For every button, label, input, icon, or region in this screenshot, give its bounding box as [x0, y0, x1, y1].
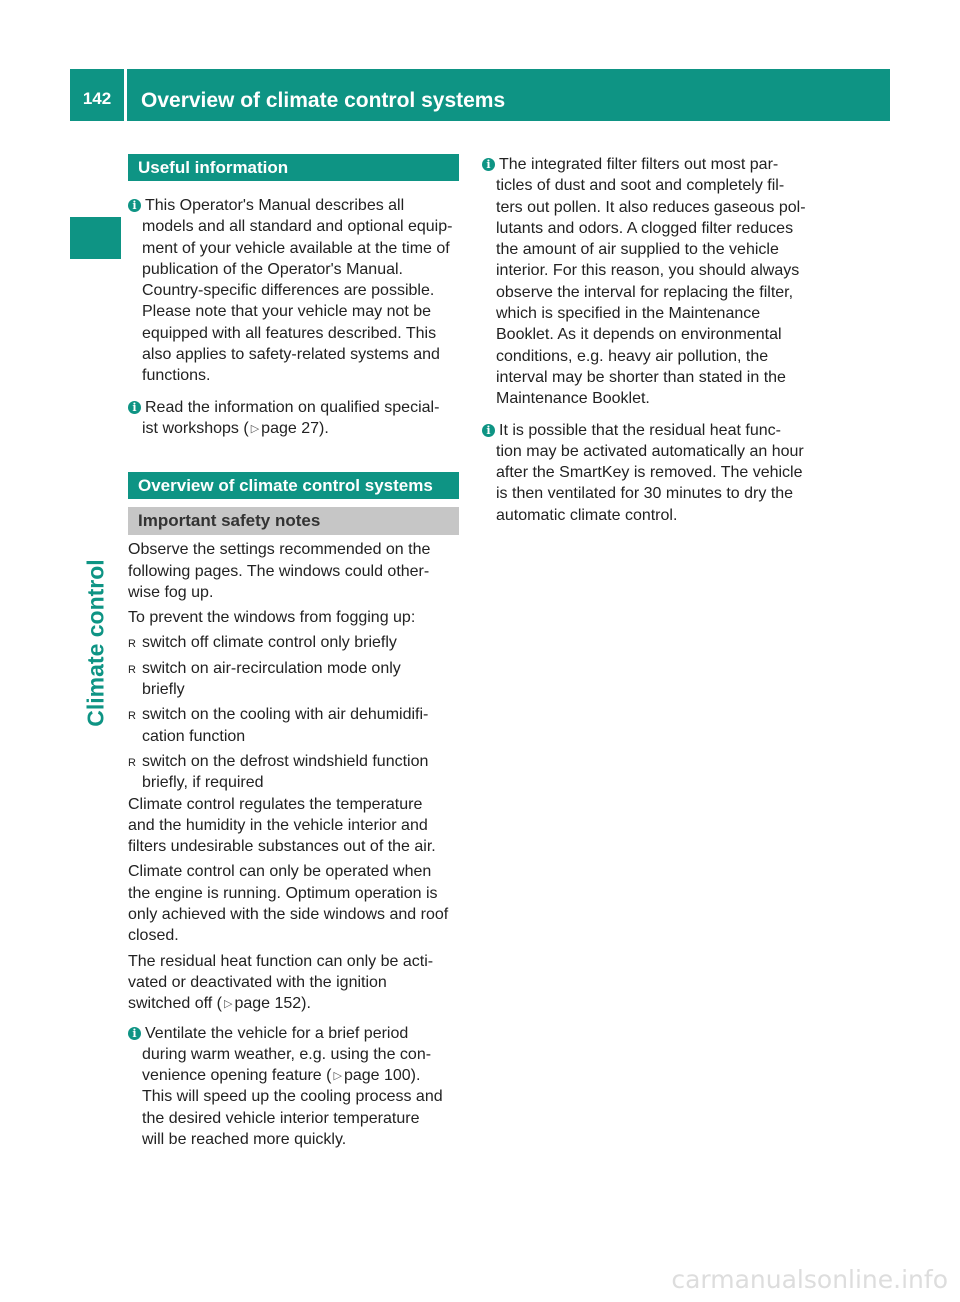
header-bar — [70, 69, 890, 121]
paragraph: The residual heat function can only be acti- vated or deactivated with the ignition switched off ( ▷ page 152). — [128, 951, 459, 1015]
chapter-tab — [70, 217, 121, 259]
watermark: carmanualsonline.info — [671, 1265, 948, 1294]
info-icon: i — [128, 199, 141, 212]
safety-notes-heading: Important safety notes — [128, 507, 459, 535]
page-reference-icon: ▷ — [250, 422, 260, 435]
list-item: R switch off climate control only briefly — [128, 632, 459, 653]
bullet-icon: R — [128, 710, 136, 723]
info-note-1: i This Operator's Manual describes all models and all standard and optional equip- ment of your vehicle available at the time of publication of the Operator's Manual. Country-specific differences are possible. Please note that your vehicle may not be equipped with all features described. This also applies to safety-related systems and functions. — [128, 195, 459, 387]
list-item: R switch on the cooling with air dehumidifi- cation function — [128, 706, 429, 745]
page-reference-link[interactable]: page 100). — [343, 1067, 421, 1085]
paragraph: Climate control can only be operated when the engine is running. Optimum operation is only achieved with the side windows and roof closed. — [128, 863, 449, 945]
info-note-3: i Ventilate the vehicle for a brief period during warm weather, e.g. using the con- venience opening feature ( ▷ page 100). This will speed up the cooling process and the desired vehicle interior temperature will be reached more quickly. — [128, 1023, 459, 1151]
info-note-4: i The integrated filter filters out most par- ticles of dust and soot and completely fil- ters out pollen. It also reduces gaseous pol- lutants and odors. A clogged filter reduces the amount of air supplied to the vehicle interior. For this reason, you should always observe the interval for replacing the filter, which is specified in the Maintenance Booklet. As it depends on environmental conditions, e.g. heavy air pollution, the interval may be shorter than stated in the Maintenance Booklet. — [482, 154, 813, 410]
bullet-list — [128, 632, 459, 793]
info-icon: i — [482, 424, 495, 437]
info-icon: i — [128, 401, 141, 414]
paragraph: To prevent the windows from fogging up: — [128, 609, 416, 627]
list-item: R switch on air-recirculation mode only briefly — [128, 659, 401, 699]
bullet-icon: R — [128, 756, 136, 769]
chapter-label-text: Climate control — [82, 559, 109, 727]
page-title: Overview of climate control systems — [141, 89, 506, 112]
left-column — [128, 154, 459, 1150]
list-item: R switch on the defrost windshield function briefly, if required — [128, 752, 429, 792]
paragraph: Observe the settings recommended on the following pages. The windows could other- wise fog up. — [128, 541, 431, 601]
overview-heading: Overview of climate control systems — [128, 472, 459, 499]
page-reference-icon: ▷ — [333, 1070, 342, 1083]
right-column — [482, 154, 813, 526]
header-divider — [124, 69, 127, 121]
info-note-2: i Read the information on qualified special- ist workshops ( ▷ page 27). — [128, 397, 459, 440]
page-number: 142 — [82, 89, 112, 108]
useful-info-heading: Useful information — [128, 154, 459, 181]
paragraph: Climate control regulates the temperature and the humidity in the vehicle interior and filters undesirable substances out of the air. — [128, 795, 436, 856]
info-icon: i — [128, 1027, 141, 1040]
bullet-icon: R — [128, 663, 136, 676]
page-reference-link[interactable]: page 27). — [261, 419, 329, 437]
info-note-5: i It is possible that the residual heat func- tion may be activated automatically an hour after the SmartKey is removed. The vehicle is then ventilated for 30 minutes to dry the automatic climate control. — [482, 420, 813, 526]
page-reference-link[interactable]: page 152). — [234, 995, 311, 1013]
info-icon: i — [482, 158, 495, 171]
page-reference-icon: ▷ — [223, 998, 233, 1011]
bullet-icon: R — [128, 638, 136, 651]
